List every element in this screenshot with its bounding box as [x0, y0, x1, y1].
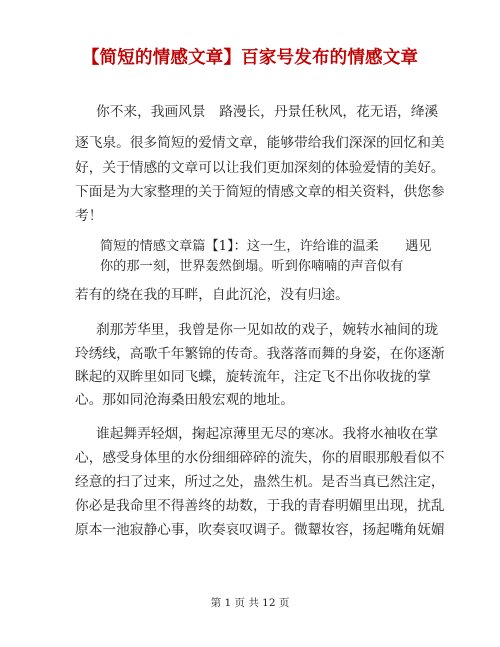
text-line: 下面是为大家整理的关于简短的情感文章的相关资料，供您参	[75, 184, 445, 200]
text-line: 你的那一刻，世界轰然倒塌。听到你喃喃的声音似有	[100, 259, 404, 274]
text-line: 考！	[75, 208, 103, 224]
text-line: 简短的情感文章篇【1】：这一生，许给谁的温柔 遇见	[100, 239, 432, 254]
text-line: 若有的绕在我的耳畔，自此沉沦，没有归途。	[75, 287, 349, 303]
text-line: 心。那如同沧海桑田般宏观的地址。	[75, 392, 295, 408]
text-line: 原本一池寂静心事，吹奏哀叹调子。微颦妆容，扬起嘴角妩媚	[75, 522, 445, 538]
text-line: 你不来，我画风景 路漫长，丹景任秋风，花无语，绛溪	[96, 104, 439, 120]
text-line: 谁起舞弄轻烟，掬起凉薄里无尽的寒冰。我将水袖收在掌	[96, 426, 439, 442]
text-line: 逐飞泉。很多简短的爱情文章，能够带给我们深深的回忆和美	[75, 135, 445, 151]
page-footer: 第 1 页 共 12 页	[210, 597, 290, 609]
text-line: 好，关于情感的文章可以让我们更加深刻的体验爱情的美好。	[75, 160, 445, 176]
document-title: 【简短的情感文章】百家号发布的情感文章	[81, 48, 419, 68]
text-line: 刹那芳华里，我曾是你一见如故的戏子，婉转水袖间的珑	[96, 322, 439, 338]
text-line: 心，感受身体里的水份细细碎碎的流失，你的眉眼那般看似不	[75, 450, 445, 466]
text-line: 玲绣线，高歌千年繁锦的传奇。我落落而舞的身姿，在你逐渐	[75, 346, 445, 362]
text-line: 你必是我命里不得善终的劫数，于我的青春明媚里出现，扰乱	[75, 498, 445, 514]
text-line: 眯起的双眸里如同飞蝶，旋转流年，注定飞不出你收拢的掌	[75, 369, 431, 385]
text-line: 经意的扫了过来，所过之处，蛊然生机。是否当真已然注定，	[75, 474, 445, 490]
